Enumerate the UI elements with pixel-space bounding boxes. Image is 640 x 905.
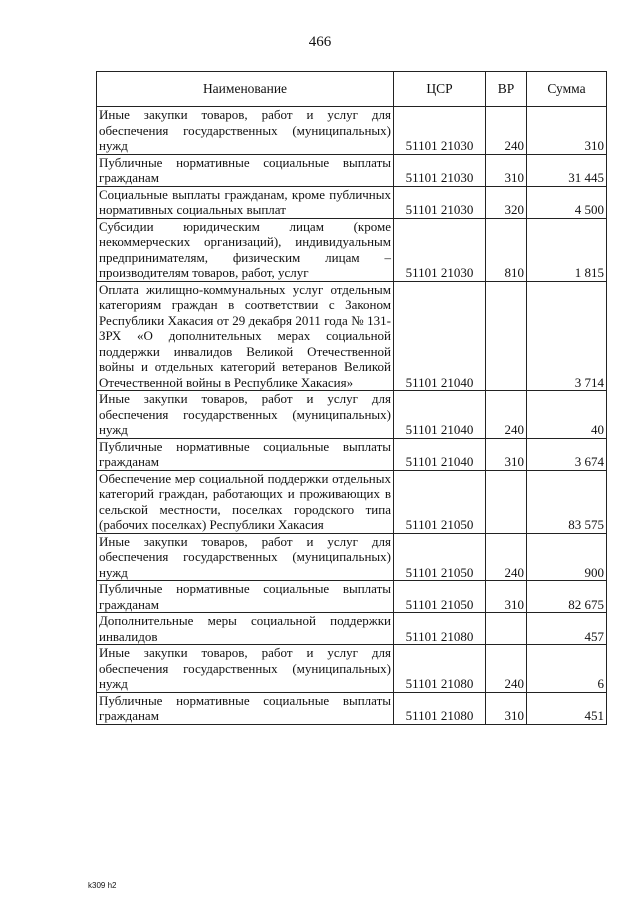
row-name: Публичные нормативные социальные выплаты гражданам xyxy=(97,154,394,186)
row-vr: 240 xyxy=(486,391,527,439)
row-sum: 310 xyxy=(527,107,607,155)
row-csr: 51101 21080 xyxy=(394,645,486,693)
row-csr: 51101 21030 xyxy=(394,186,486,218)
row-name: Публичные нормативные социальные выплаты гражданам xyxy=(97,438,394,470)
table-row xyxy=(97,107,607,155)
row-sum: 6 xyxy=(527,645,607,693)
row-name: Субсидии юридическим лицам (кроме некоммерческих организаций), индивидуальным предпринимателям, физическим лицам – производителям товаров, работ, услуг xyxy=(97,218,394,281)
row-name: Иные закупки товаров, работ и услуг для обеспечения государственных (муниципальных) нужд xyxy=(97,645,394,693)
page-number: 466 xyxy=(308,34,332,50)
table-header-row xyxy=(97,72,607,107)
row-sum: 83 575 xyxy=(527,470,607,533)
row-sum: 451 xyxy=(527,692,607,724)
row-csr: 51101 21050 xyxy=(394,581,486,613)
header-csr: ЦСР xyxy=(394,72,486,107)
table-row xyxy=(97,645,607,693)
table-row xyxy=(97,470,607,533)
row-vr: 320 xyxy=(486,186,527,218)
row-sum: 457 xyxy=(527,613,607,645)
row-csr: 51101 21040 xyxy=(394,391,486,439)
row-sum: 3 674 xyxy=(527,438,607,470)
budget-table xyxy=(96,71,607,725)
row-name: Оплата жилищно-коммунальных услуг отдельным категориям граждан в соответствии с Законом Республики Хакасия от 29 декабря 2011 года № 131-ЗРХ «О дополнительных мерах социальной поддержки инвалидов Великой Отечественной войны и отдельных категорий ветеранов Великой Отечественной войны в Республике Хакасия» xyxy=(97,281,394,391)
row-sum: 4 500 xyxy=(527,186,607,218)
row-name: Иные закупки товаров, работ и услуг для обеспечения государственных (муниципальных) нужд xyxy=(97,107,394,155)
row-vr: 310 xyxy=(486,692,527,724)
table-row xyxy=(97,154,607,186)
row-sum: 900 xyxy=(527,533,607,581)
row-vr: 240 xyxy=(486,645,527,693)
row-sum: 40 xyxy=(527,391,607,439)
row-csr: 51101 21050 xyxy=(394,470,486,533)
table-row xyxy=(97,281,607,391)
table-row xyxy=(97,218,607,281)
row-name: Иные закупки товаров, работ и услуг для обеспечения государственных (муниципальных) нужд xyxy=(97,533,394,581)
row-sum: 3 714 xyxy=(527,281,607,391)
table-row xyxy=(97,391,607,439)
table-row xyxy=(97,438,607,470)
row-csr: 51101 21040 xyxy=(394,281,486,391)
row-name: Дополнительные меры социальной поддержки инвалидов xyxy=(97,613,394,645)
row-vr: 310 xyxy=(486,154,527,186)
table-row xyxy=(97,581,607,613)
header-vr: ВР xyxy=(486,72,527,107)
table-row xyxy=(97,613,607,645)
row-vr: 240 xyxy=(486,533,527,581)
row-csr: 51101 21080 xyxy=(394,692,486,724)
row-csr: 51101 21030 xyxy=(394,107,486,155)
row-vr: 810 xyxy=(486,218,527,281)
row-vr xyxy=(486,281,527,391)
row-name: Социальные выплаты гражданам, кроме публичных нормативных социальных выплат xyxy=(97,186,394,218)
header-sum: Сумма xyxy=(527,72,607,107)
row-vr xyxy=(486,470,527,533)
row-sum: 1 815 xyxy=(527,218,607,281)
row-name: Публичные нормативные социальные выплаты гражданам xyxy=(97,692,394,724)
table-row xyxy=(97,692,607,724)
row-csr: 51101 21050 xyxy=(394,533,486,581)
row-vr: 240 xyxy=(486,107,527,155)
row-sum: 31 445 xyxy=(527,154,607,186)
row-sum: 82 675 xyxy=(527,581,607,613)
row-csr: 51101 21040 xyxy=(394,438,486,470)
row-vr: 310 xyxy=(486,438,527,470)
table-row xyxy=(97,533,607,581)
row-name: Обеспечение мер социальной поддержки отдельных категорий граждан, работающих и проживающих в сельской местности, поселках городского типа (рабочих поселках) Республики Хакасия xyxy=(97,470,394,533)
row-csr: 51101 21030 xyxy=(394,218,486,281)
header-name: Наименование xyxy=(97,72,394,107)
row-name: Публичные нормативные социальные выплаты гражданам xyxy=(97,581,394,613)
footer-code: k309 h2 xyxy=(88,881,117,890)
table-row xyxy=(97,186,607,218)
row-csr: 51101 21030 xyxy=(394,154,486,186)
row-vr xyxy=(486,613,527,645)
row-csr: 51101 21080 xyxy=(394,613,486,645)
row-vr: 310 xyxy=(486,581,527,613)
table-body xyxy=(97,107,607,725)
row-name: Иные закупки товаров, работ и услуг для обеспечения государственных (муниципальных) нужд xyxy=(97,391,394,439)
